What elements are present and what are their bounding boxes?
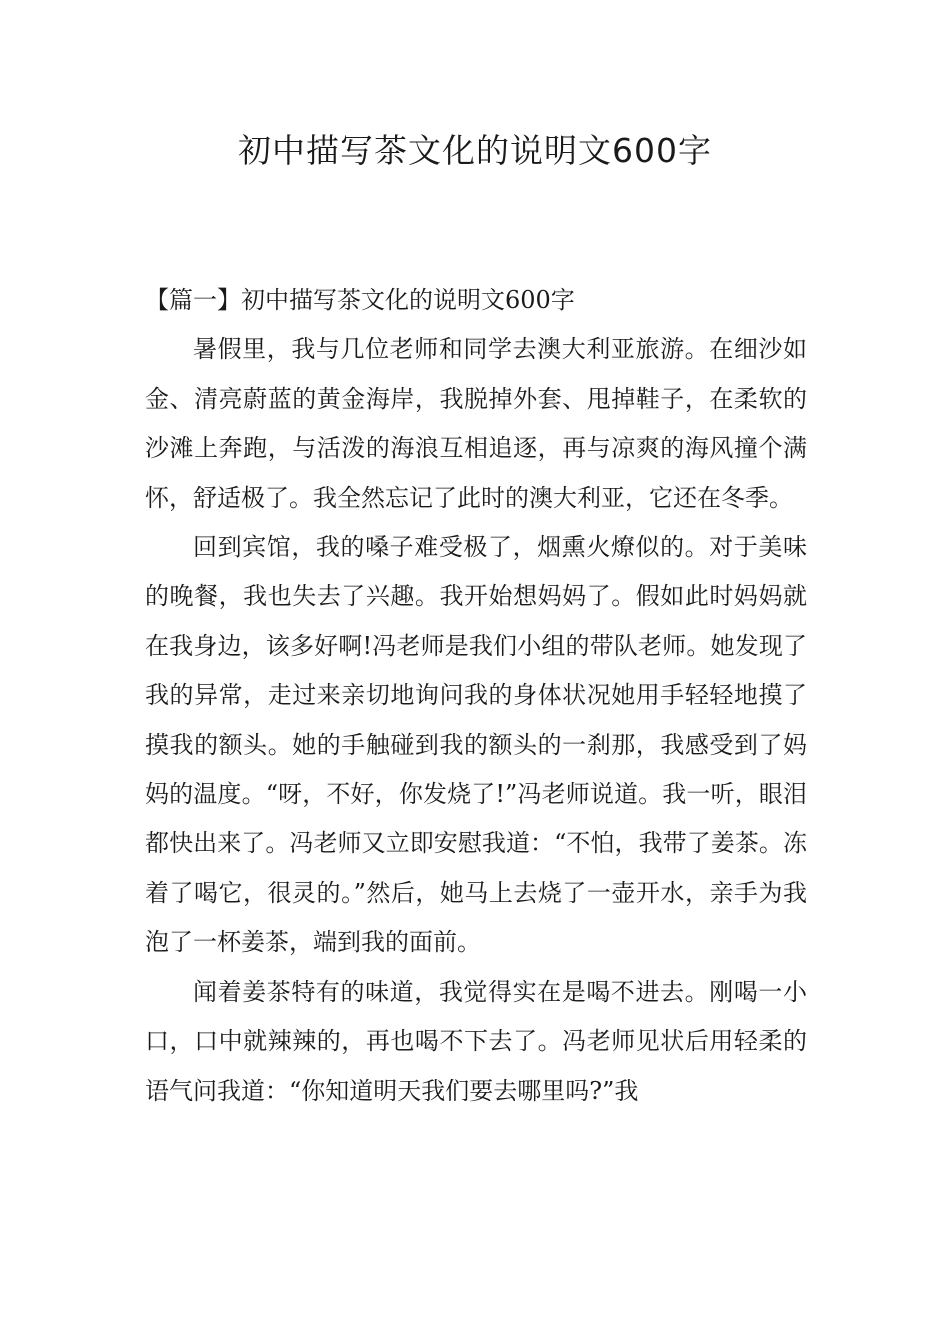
paragraph-2: 回到宾馆，我的嗓子难受极了，烟熏火燎似的。对于美味的晚餐，我也失去了兴趣。我开始想妈妈了。假如此时妈妈就在我身边，该多好啊!冯老师是我们小组的带队老师。她发现了我的异常，走过来亲切地询问我的身体状况她用手轻轻地摸了摸我的额头。她的手触碰到我的额头的一刹那，我感受到了妈妈的温度。“呀，不好，你发烧了!”冯老师说道。我一听，眼泪都快出来了。冯老师又立即安慰我道：“不怕，我带了姜茶。冻着了喝它，很灵的。”然后，她马上去烧了一壶开水，亲手为我泡了一杯姜茶，端到我的面前。 [145,533,807,957]
section-heading: 【篇一】初中描写茶文化的说明文600字 [145,286,575,314]
paragraph-3: 闻着姜茶特有的味道，我觉得实在是喝不进去。刚喝一小口，口中就辣辣的，再也喝不下去了。冯老师见状后用轻柔的语气问我道：“你知道明天我们要去哪里吗?”我 [145,977,807,1105]
document-title: 初中描写茶文化的说明文600字 [238,131,712,170]
document-body [145,276,807,1116]
paragraph-1: 暑假里，我与几位老师和同学去澳大利亚旅游。在细沙如金、清亮蔚蓝的黄金海岸，我脱掉外套、甩掉鞋子，在柔软的沙滩上奔跑，与活泼的海浪互相追逐，再与凉爽的海风撞个满怀，舒适极了。我全然忘记了此时的澳大利亚，它还在冬季。 [145,335,807,512]
